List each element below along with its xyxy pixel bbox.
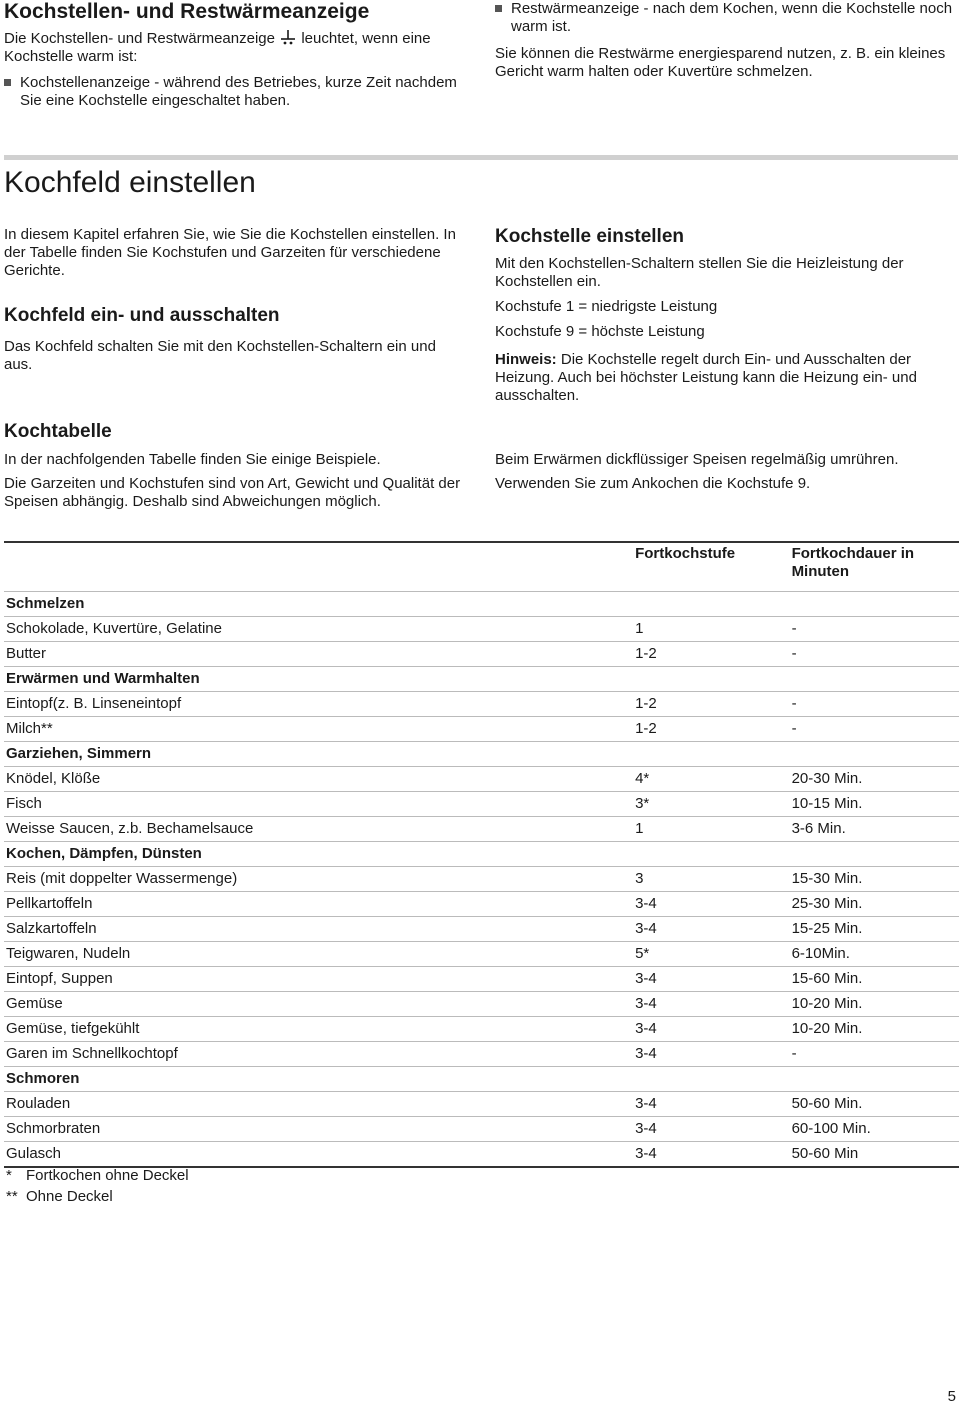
level-cell: 3-4 xyxy=(635,970,657,987)
category-label: Erwärmen und Warmhalten xyxy=(6,670,200,687)
indicator-heading: Kochstellen- und Restwärmeanzeige xyxy=(4,0,370,23)
time-cell: 10-15 Min. xyxy=(791,795,863,812)
footnote-2 xyxy=(6,1186,189,1207)
level-cell: 3-4 xyxy=(635,1120,657,1137)
onoff-text: Das Kochfeld schalten Sie mit den Kochstellen-Schaltern ein und aus. xyxy=(4,338,436,373)
dish-cell: Gulasch xyxy=(6,1145,62,1162)
kochtabelle-heading: Kochtabelle xyxy=(4,421,112,442)
time-cell: 60-100 Min. xyxy=(791,1120,871,1137)
dish-cell: Schokolade, Kuvertüre, Gelatine xyxy=(6,620,222,637)
dish-cell: Salzkartoffeln xyxy=(6,920,97,937)
level-cell: 3* xyxy=(635,795,650,812)
header-time: Fortkochdauer in Minuten xyxy=(791,545,915,580)
category-label: Kochen, Dämpfen, Dünsten xyxy=(6,845,202,862)
dish-cell: Schmorbraten xyxy=(6,1120,101,1137)
level-cell: 3-4 xyxy=(635,1145,657,1162)
section-indicator-left xyxy=(4,0,466,110)
level-cell: 1-2 xyxy=(635,720,657,737)
onoff-heading: Kochfeld ein- und ausschalten xyxy=(4,305,280,326)
table-row xyxy=(4,1142,959,1168)
footnote-text: Ohne Deckel xyxy=(26,1188,113,1205)
chapter-intro: In diesem Kapitel erfahren Sie, wie Sie die Kochstellen einstellen. In der Tabelle finden Sie Kochstufen und Garzeiten für verschiedene Gerichte. xyxy=(4,226,456,279)
table-category-row xyxy=(4,1067,959,1092)
table-body xyxy=(4,592,959,1168)
category-label: Schmelzen xyxy=(6,595,85,612)
table-row xyxy=(4,767,959,792)
time-cell: 6-10Min. xyxy=(791,945,850,962)
table-row xyxy=(4,892,959,917)
time-cell: - xyxy=(791,1045,797,1062)
bullet-residual-heat xyxy=(495,0,955,36)
dish-cell: Teigwaren, Nudeln xyxy=(6,945,131,962)
dish-cell: Fisch xyxy=(6,795,42,812)
table-row xyxy=(4,1042,959,1067)
time-cell: 15-60 Min. xyxy=(791,970,863,987)
chapter-title: Kochfeld einstellen xyxy=(4,166,256,199)
table-row xyxy=(4,717,959,742)
dish-cell: Garen im Schnellkochtopf xyxy=(6,1045,178,1062)
bullet-square-icon xyxy=(4,79,11,86)
level-cell: 3-4 xyxy=(635,920,657,937)
level-cell: 3-4 xyxy=(635,1095,657,1112)
level-cell: 3-4 xyxy=(635,1020,657,1037)
level-cell: 3-4 xyxy=(635,1045,657,1062)
category-label: Garziehen, Simmern xyxy=(6,745,152,762)
table-row xyxy=(4,1117,959,1142)
dish-cell: Weisse Saucen, z.b. Bechamelsauce xyxy=(6,820,254,837)
table-row xyxy=(4,792,959,817)
dish-cell: Milch** xyxy=(6,720,53,737)
bullet-square-icon xyxy=(495,5,502,12)
level-cell: 3 xyxy=(635,870,644,887)
table-row xyxy=(4,942,959,967)
level-cell: 1 xyxy=(635,620,644,637)
hint-label: Hinweis: xyxy=(495,351,557,368)
table-header-row xyxy=(4,542,959,592)
set-hint xyxy=(495,351,955,405)
page-number: 5 xyxy=(947,1388,956,1405)
indicator-intro xyxy=(4,29,466,66)
level-cell: 1-2 xyxy=(635,695,657,712)
chapter-divider xyxy=(4,155,958,160)
category-label: Schmoren xyxy=(6,1070,80,1087)
footnote-1 xyxy=(6,1165,189,1186)
table-category-row xyxy=(4,742,959,767)
dish-cell: Butter xyxy=(6,645,47,662)
dish-cell: Eintopf, Suppen xyxy=(6,970,113,987)
time-cell: 3-6 Min. xyxy=(791,820,846,837)
level-cell: 1 xyxy=(635,820,644,837)
dish-cell: Reis (mit doppelter Wassermenge) xyxy=(6,870,238,887)
dish-cell: Gemüse, tiefgekühlt xyxy=(6,1020,140,1037)
footnote-mark: ** xyxy=(6,1188,18,1205)
bullet-cooking-indicator xyxy=(4,74,466,110)
tip-boil: Verwenden Sie zum Ankochen die Kochstufe 9. xyxy=(495,475,811,492)
time-cell: 10-20 Min. xyxy=(791,1020,863,1037)
level-cell: 3-4 xyxy=(635,895,657,912)
bullet1-text: Kochstellenanzeige - während des Betriebes, kurze Zeit nachdem Sie eine Kochstelle eingeschaltet haben. xyxy=(20,74,457,109)
table-category-row xyxy=(4,842,959,867)
footnotes xyxy=(6,1165,189,1207)
tip-stir: Beim Erwärmen dickflüssiger Speisen regelmäßig umrühren. xyxy=(495,451,899,468)
level-cell: 5* xyxy=(635,945,650,962)
dish-cell: Gemüse xyxy=(6,995,63,1012)
time-cell: - xyxy=(791,720,797,737)
footnote-mark: * xyxy=(6,1167,12,1184)
set-heading: Kochstelle einstellen xyxy=(495,226,685,247)
section-indicator-right xyxy=(495,0,955,81)
set-level1: Kochstufe 1 = niedrigste Leistung xyxy=(495,298,718,315)
time-cell: 15-25 Min. xyxy=(791,920,863,937)
time-cell: 10-20 Min. xyxy=(791,995,863,1012)
dish-cell: Rouladen xyxy=(6,1095,71,1112)
level-cell: 3-4 xyxy=(635,995,657,1012)
time-cell: - xyxy=(791,645,797,662)
hint-text: Die Kochstelle regelt durch Ein- und Ausschalten der Heizung. Auch bei höchster Leistung kann die Heizung ein- und ausschalten. xyxy=(495,351,917,404)
header-dish xyxy=(4,542,633,592)
cooking-table xyxy=(4,541,959,1168)
table-category-row xyxy=(4,592,959,617)
table-row xyxy=(4,1092,959,1117)
time-cell: 50-60 Min. xyxy=(791,1095,863,1112)
time-cell: 50-60 Min xyxy=(791,1145,859,1162)
bullet2-text: Restwärmeanzeige - nach dem Kochen, wenn die Kochstelle noch warm ist. xyxy=(511,0,953,35)
time-cell: - xyxy=(791,620,797,637)
time-cell: - xyxy=(791,695,797,712)
table-row xyxy=(4,617,959,642)
level-cell: 4* xyxy=(635,770,650,787)
dish-cell: Eintopf(z. B. Linseneintopf xyxy=(6,695,182,712)
residual-heat-icon xyxy=(279,29,297,45)
kochtabelle-p1: In der nachfolgenden Tabelle finden Sie einige Beispiele. xyxy=(4,451,381,468)
table-row xyxy=(4,642,959,667)
footnote-text: Fortkochen ohne Deckel xyxy=(26,1167,189,1184)
table-row xyxy=(4,992,959,1017)
table-row xyxy=(4,1017,959,1042)
set-level9: Kochstufe 9 = höchste Leistung xyxy=(495,323,705,340)
table-row xyxy=(4,917,959,942)
table-row xyxy=(4,967,959,992)
table-row xyxy=(4,692,959,717)
kochtabelle-p2: Die Garzeiten und Kochstufen sind von Art, Gewicht und Qualität der Speisen abhängig. Deshalb sind Abweichungen möglich. xyxy=(4,475,461,510)
residual-heat-tip: Sie können die Restwärme energiesparend nutzen, z. B. ein kleines Gericht warm halten oder Kuvertüre schmelzen. xyxy=(495,45,946,80)
intro-after: leuchtet, wenn eine Kochstelle warm ist: xyxy=(4,30,431,65)
set-text: Mit den Kochstellen-Schaltern stellen Sie die Heizleistung der Kochstellen ein. xyxy=(495,255,904,290)
table-category-row xyxy=(4,667,959,692)
time-cell: 25-30 Min. xyxy=(791,895,863,912)
time-cell: 15-30 Min. xyxy=(791,870,863,887)
dish-cell: Knödel, Klöße xyxy=(6,770,101,787)
dish-cell: Pellkartoffeln xyxy=(6,895,93,912)
table-row xyxy=(4,867,959,892)
header-level: Fortkochstufe xyxy=(635,545,736,562)
level-cell: 1-2 xyxy=(635,645,657,662)
table-row xyxy=(4,817,959,842)
intro-before: Die Kochstellen- und Restwärmeanzeige xyxy=(4,30,275,47)
time-cell: 20-30 Min. xyxy=(791,770,863,787)
